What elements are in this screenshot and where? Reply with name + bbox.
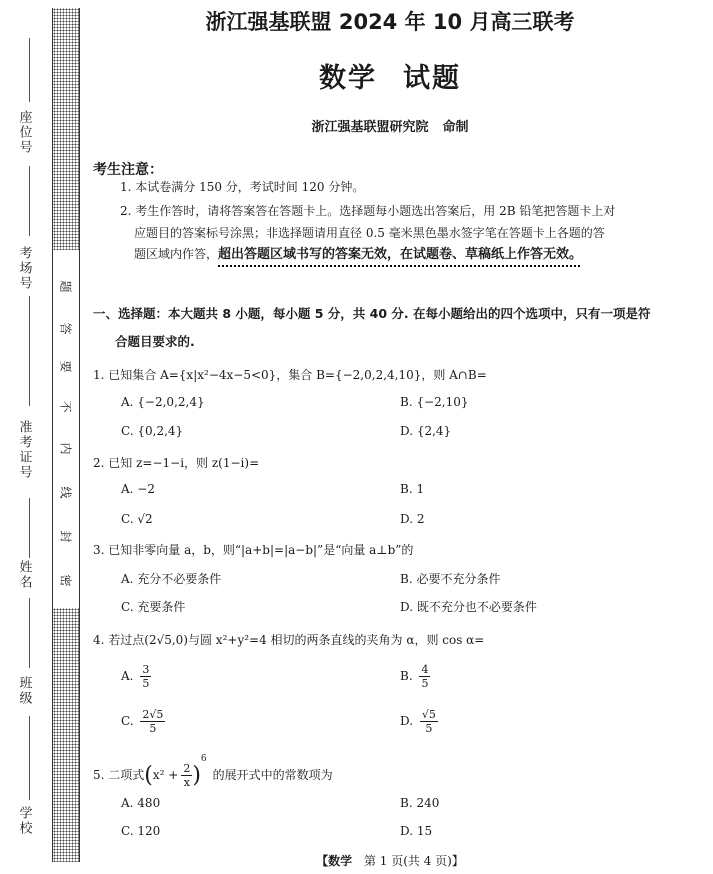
school-label: 学校 [16, 806, 32, 836]
issuer-line [90, 116, 690, 135]
numerator: √5 [421, 708, 436, 721]
question-1-option-c: C. {0,2,4} [121, 424, 184, 438]
question-4-option-b [400, 663, 430, 690]
admission-number-blank [29, 498, 30, 558]
note-2-line-3 [134, 243, 582, 266]
question-2-option-b: B. 1 [400, 482, 425, 496]
section-heading-line-1: 一、选择题：本大题共 8 小题，每小题 5 分，共 40 分. 在每小题给出的四个选项中，只有一项是符 [93, 306, 651, 321]
exam-room-blank [29, 296, 30, 406]
question-2-option-c: C. √2 [121, 512, 153, 526]
exam-title: 浙江强基联盟 2024 年 10 月高三联考 [205, 10, 575, 34]
footer-subject: 【数学 [316, 854, 353, 868]
denominator: 5 [142, 677, 150, 690]
note-2-line-2: 应题目的答案标号涂黑；非选择题请用直径 0.5 毫米黑色墨水签字笔在答题卡上各题的答 [134, 226, 605, 240]
question-1-option-b: B. {−2,10} [400, 395, 469, 409]
question-2-option-d: D. 2 [400, 512, 425, 526]
question-1-option-a: A. {−2,0,2,4} [121, 395, 205, 409]
option-label: A. [121, 669, 134, 683]
seal-char: 密 [58, 574, 73, 587]
option-label: B. [400, 669, 413, 683]
seal-char: 线 [58, 486, 73, 499]
seal-strip-bottom [52, 608, 80, 862]
subject-name: 数学 [319, 63, 377, 94]
denominator: 5 [149, 722, 157, 735]
binomial-fraction [181, 762, 192, 789]
name-label: 姓名 [16, 560, 32, 590]
seal-char: 不 [58, 400, 73, 413]
seal-char: 答 [58, 322, 73, 335]
seal-char: 封 [58, 530, 73, 543]
fraction [140, 663, 151, 690]
question-5-prefix: 5. 二项式 [93, 768, 145, 782]
seat-number-blank [29, 166, 30, 236]
seat-number-label: 座位号 [16, 110, 32, 155]
note-2-plain: 题区域内作答， [134, 247, 219, 261]
section-heading-line-2: 合题目要求的. [115, 334, 195, 349]
question-5-option-b: B. 240 [400, 796, 440, 810]
fraction [140, 708, 165, 735]
seal-char: 题 [58, 280, 73, 293]
seat-number-line [29, 38, 30, 102]
question-3-option-c: C. 充要条件 [121, 600, 186, 614]
paper-title [90, 56, 690, 95]
question-5-option-c: C. 120 [121, 824, 161, 838]
note-2-emphasis: 超出答题区域书写的答案无效，在试题卷、草稿纸上作答无效。 [218, 247, 583, 262]
seal-line-box [52, 250, 80, 608]
question-5-option-a: A. 480 [121, 796, 161, 810]
exponent: 6 [200, 754, 207, 764]
paper-label: 试题 [403, 63, 461, 94]
question-3-option-a: A. 充分不必要条件 [121, 572, 222, 586]
issuer-name: 浙江强基联盟研究院 [311, 120, 429, 135]
fraction [420, 708, 438, 735]
page-footer [90, 852, 690, 869]
question-3-option-d: D. 既不充分也不必要条件 [400, 600, 537, 614]
numerator: 4 [421, 663, 429, 676]
issuer-suffix: 命制 [442, 120, 469, 135]
question-2-option-a: A. −2 [121, 482, 155, 496]
question-2-stem: 2. 已知 z=−1−i，则 z(1−i)= [93, 456, 260, 470]
class-label: 班级 [16, 676, 32, 706]
seal-strip-top [52, 8, 80, 250]
denominator: 5 [421, 677, 429, 690]
question-3-stem: 3. 已知非零向量 a，b，则“|a+b|=|a−b|”是“向量 a⊥b”的 [93, 543, 414, 557]
section-heading [93, 300, 668, 356]
question-1-stem: 1. 已知集合 A={x|x²−4x−5<0}，集合 B={−2,0,2,4,10}，则 A∩B= [93, 368, 487, 382]
question-4-option-c [121, 708, 165, 735]
fraction [419, 663, 430, 690]
exam-room-label: 考场号 [16, 246, 32, 291]
question-4-option-d [400, 708, 438, 735]
binding-margin [0, 0, 50, 874]
footer-page: 第 1 页(共 4 页)】 [363, 854, 464, 868]
denominator: x [183, 776, 190, 789]
note-1: 1. 本试卷满分 150 分，考试时间 120 分钟。 [120, 180, 365, 194]
class-blank [29, 716, 30, 800]
binomial-base: x² + [152, 768, 179, 782]
question-4-option-a [121, 663, 151, 690]
option-label: C. [121, 714, 134, 728]
question-5-option-d: D. 15 [400, 824, 433, 838]
question-3-option-b: B. 必要不充分条件 [400, 572, 501, 586]
name-blank [29, 598, 30, 668]
right-paren: ) [192, 763, 201, 788]
question-1-option-d: D. {2,4} [400, 424, 452, 438]
seal-char: 内 [58, 442, 73, 455]
denominator: 5 [425, 722, 433, 735]
question-5-stem [93, 754, 333, 789]
numerator: 2 [183, 762, 191, 775]
question-5-suffix: 的展开式中的常数项为 [212, 768, 333, 782]
numerator: 2√5 [142, 708, 164, 721]
question-4-stem: 4. 若过点(2√5,0)与圆 x²+y²=4 相切的两条直线的夹角为 α，则 cos α= [93, 633, 485, 647]
numerator: 3 [142, 663, 150, 676]
left-paren: ( [144, 763, 153, 788]
seal-char: 要 [58, 360, 73, 373]
option-label: D. [400, 714, 414, 728]
note-2-line-1: 2. 考生作答时，请将答案答在答题卡上。选择题每小题选出答案后，用 2B 铅笔把答题卡上对 [120, 204, 616, 218]
notes-heading: 考生注意： [93, 162, 163, 178]
admission-number-label: 准考证号 [16, 420, 32, 480]
